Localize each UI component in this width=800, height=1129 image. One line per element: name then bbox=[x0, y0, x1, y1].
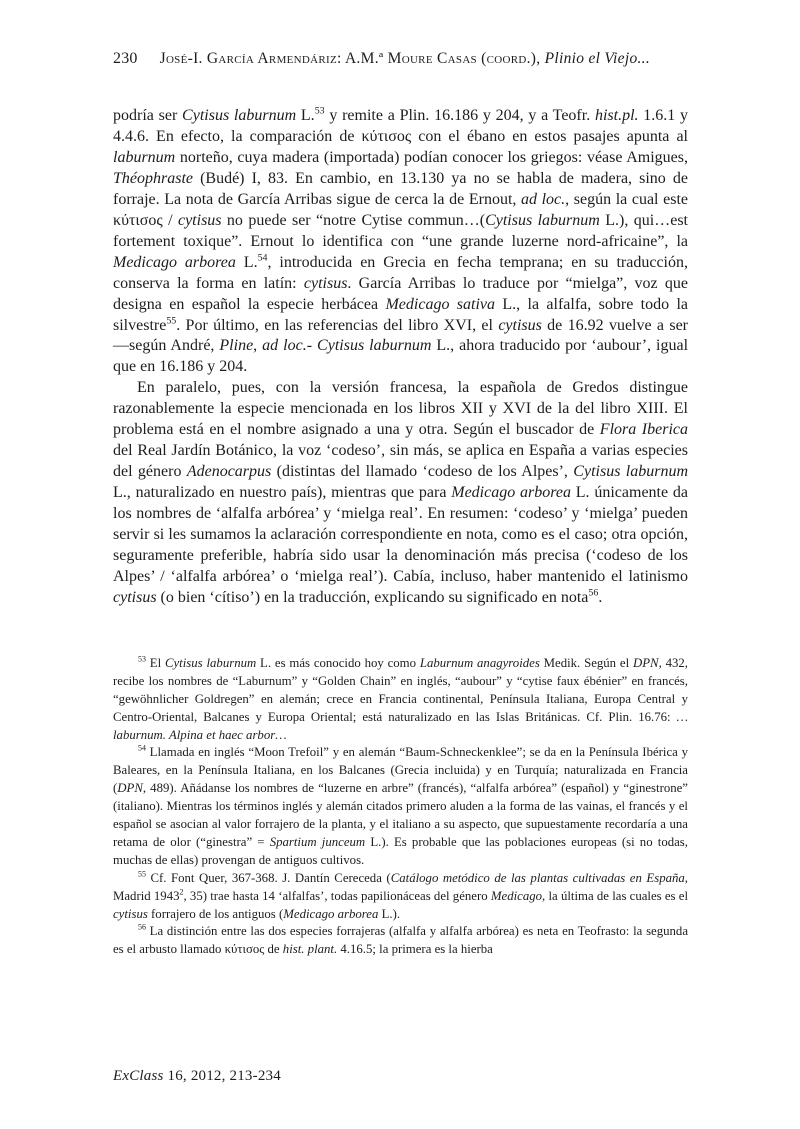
footnote-marker: 55 bbox=[138, 869, 146, 879]
text-run: DPN bbox=[632, 655, 659, 670]
text-run: Catálogo metódico de las plantas cultivadas en España bbox=[390, 870, 685, 885]
text-run: L. únicamente da los nombres de ‘alfalfa arbórea’ y ‘mielga real’. En resumen: ‘codeso’ y ‘mielga’ pueden servir si les sumamos la aclaración correspondiente en nota, como es el caso; otra opción, seguramente preferible, habría sido usar la denominación más precisa (‘codeso de los Alpes’ / ‘alfalfa arbórea’ o ‘mielga real’). Cabía, incluso, haber mantenido el latinismo bbox=[113, 484, 688, 585]
text-run: Pline bbox=[219, 337, 254, 355]
footnote bbox=[113, 870, 688, 924]
footnote-marker: 56 bbox=[588, 587, 599, 599]
text-run: Medicago arborea bbox=[451, 484, 571, 502]
text-run: Cytisus laburnum bbox=[182, 107, 297, 124]
text-run: . García Arribas lo traduce por “mielga”, voz que designa en español la especie herbácea bbox=[113, 274, 689, 313]
footnote-marker: 56 bbox=[138, 923, 146, 933]
text-run: y remite a Plin. 16.186 y 204, y a Teofr. bbox=[324, 107, 595, 124]
text-run: Flora Iberica bbox=[599, 421, 688, 439]
text-run: Cytisus laburnum bbox=[317, 337, 432, 355]
text-run: , Madrid 1943 bbox=[113, 870, 688, 903]
text-run: cytisus bbox=[303, 274, 348, 292]
text-run: Spartium junceum bbox=[269, 834, 366, 849]
footnote-marker: 2 bbox=[179, 887, 184, 897]
text-run: Théophraste bbox=[113, 169, 193, 187]
text-run: Medicago arborea bbox=[283, 906, 379, 921]
text-run: …laburnum. Alpina et haec arbor… bbox=[113, 709, 688, 742]
footnote bbox=[113, 923, 688, 959]
text-run: Medicago bbox=[490, 888, 543, 903]
footnote-marker: 53 bbox=[138, 654, 146, 664]
running-title bbox=[160, 50, 650, 68]
text-run: Cytisus laburnum bbox=[485, 211, 600, 229]
text-run: L. es más conocido hoy como bbox=[256, 655, 420, 670]
footnote bbox=[113, 655, 688, 745]
footnote-marker: 54 bbox=[138, 744, 146, 754]
text-run: , según la cual este κύτισος / bbox=[113, 190, 688, 229]
page-footer bbox=[113, 1068, 688, 1085]
text-run: Cytisus laburnum bbox=[573, 463, 689, 481]
text-run: , la última de las cuales es el bbox=[542, 888, 689, 903]
text-run: DPN bbox=[117, 781, 143, 796]
text-run: , bbox=[253, 337, 263, 355]
text-run: cytisus bbox=[177, 211, 222, 229]
text-run: 4.16.5; la primera es la hierba bbox=[337, 942, 493, 957]
text-run: hist.pl. bbox=[594, 107, 639, 124]
footnote-marker: 55 bbox=[166, 315, 177, 327]
text-run: Medicago arborea bbox=[113, 253, 236, 271]
text-run: L.), qui…est fortement toxique”. Ernout lo identifica con “une grande luzerne nord-africaine”, la bbox=[113, 211, 689, 250]
footnotes-section bbox=[113, 655, 688, 959]
text-run: El bbox=[145, 655, 165, 670]
text-run: , introducida en Grecia en fecha temprana; en su traducción, conserva la forma en latín: bbox=[113, 253, 689, 292]
text-run: ad loc. bbox=[262, 337, 307, 355]
text-run: . Por último, en las referencias del libro XVI, el bbox=[176, 316, 499, 334]
text-run: (distintas del llamado ‘codeso de los Alpes’, bbox=[271, 463, 574, 481]
text-run: (o bien ‘cítiso’) en la traducción, explicando su significado en nota bbox=[156, 588, 589, 606]
text-run: hist. plant. bbox=[282, 942, 338, 957]
footnote-marker: 53 bbox=[314, 105, 325, 117]
text-run: (Budé) I, 83. En cambio, en 13.130 ya no se habla de madera, sino de forraje. La nota de García Arribas sigue de cerca la de Ernout, bbox=[113, 169, 688, 208]
text-run: José-I. García Armendáriz: A.M.ª Moure Casas (coord.), bbox=[159, 50, 545, 67]
text-run: ExClass bbox=[113, 1068, 164, 1084]
text-run: Laburnum anagyroides bbox=[419, 655, 540, 670]
text-run: L., la alfalfa, sobre todo la silvestre bbox=[113, 295, 689, 334]
text-run: laburnum bbox=[113, 148, 176, 166]
footnote bbox=[113, 744, 688, 869]
text-run: Medicago sativa bbox=[385, 295, 496, 313]
text-run: L.). bbox=[378, 906, 401, 921]
text-run: forrajero de los antiguos ( bbox=[147, 906, 284, 921]
text-run: 1.6.1 y 4.4.6. En efecto, la comparación de κύτισος con el ébano en estos pasajes apunta al bbox=[113, 107, 689, 145]
paragraph bbox=[113, 106, 688, 378]
text-run: La distinción entre las dos especies forrajeras (alfalfa y alfalfa arbórea) es neta en Teofrasto: la segunda es el arbusto llamado κύτισος de bbox=[113, 924, 688, 957]
text-run: cytisus bbox=[113, 588, 157, 606]
text-run: no puede ser “notre Cytise commun…( bbox=[221, 211, 486, 229]
text-run: Cytisus laburnum bbox=[164, 655, 257, 670]
paragraph bbox=[113, 378, 688, 608]
text-run: norteño, cuya madera (importada) podían conocer los griegos: véase Amigues, bbox=[175, 148, 688, 166]
text-run: cytisus bbox=[113, 906, 148, 921]
text-run: Llamada en inglés “Moon Trefoil” y en alemán “Baum-Schneckenklee”; se da en la Península Ibérica y Baleares, en la Península Italiana, en los Balcanes (Grecia incluida) y en Turquía; naturalizada en Francia ( bbox=[113, 745, 688, 796]
text-run: 16, 2012, 213-234 bbox=[163, 1068, 281, 1084]
text-run: ad loc. bbox=[521, 190, 566, 208]
text-run: Cf. Font Quer, 367-368. J. Dantín Cereceda ( bbox=[145, 870, 391, 885]
text-run: L.). Es probable que las poblaciones europeas (si no todas, muchas de ellas) provengan de antiguos cultivos. bbox=[113, 834, 688, 867]
text-run: L. bbox=[235, 253, 258, 271]
text-run: L. bbox=[296, 107, 315, 124]
text-run: Medik. Según el bbox=[539, 655, 633, 670]
text-run: En paralelo, pues, con la versión francesa, la española de Gredos distingue razonablemente la especie mencionada en los libros XII y XVI de la del libro XIII. El problema está en el nombre asignado a una y otra. Según el buscador de bbox=[113, 379, 688, 439]
text-run: Adenocarpus bbox=[186, 463, 272, 481]
main-text bbox=[113, 106, 688, 609]
text-run: - bbox=[306, 337, 318, 355]
text-run: , 432, recibe los nombres de “Laburnum” y “Golden Chain” en inglés, “aubour” y “cytise faux ébénier” en francés, “gewöhnlicher Goldregen” en alemán; crece en Francia continental, Península Italiana, Europa Central y Centro-Oriental, Balcanes y Europa Oriental; está naturalizado en las Islas Británicas. Cf. Plin. 16.76: bbox=[113, 655, 688, 724]
text-run: , 489). Añádanse los nombres de “luzerne en arbre” (francés), “alfalfa arbórea” (español) y “ginestrone” (italiano). Mientras los términos inglés y alemán citados primero aluden a la forma de las vainas, el francés y el español se asocian al valor forrajero de la planta, y el italiano a su aspecto, que supuestamente recordaría a una retama de olor (“ginestra” = bbox=[113, 781, 688, 849]
footnote-marker: 54 bbox=[257, 252, 268, 264]
text-run: de 16.92 vuelve a ser —según André, bbox=[113, 316, 689, 355]
text-run: , 35) trae hasta 14 ‘alfalfas’, todas papilionáceas del género bbox=[183, 888, 491, 903]
text-run: podría ser bbox=[113, 107, 183, 124]
text-run: L., ahora traducido por ‘aubour’, igual que en 16.186 y 204. bbox=[113, 337, 689, 376]
text-run: . bbox=[598, 588, 603, 606]
text-run: del Real Jardín Botánico, la voz ‘codeso’, sin más, se aplica en España a varias especies del género bbox=[113, 442, 688, 481]
page-header bbox=[113, 50, 688, 68]
text-run: L., naturalizado en nuestro país), mientras que para bbox=[113, 484, 452, 502]
text-run: cytisus bbox=[498, 316, 542, 334]
page-number: 230 bbox=[113, 50, 138, 67]
text-run: Plinio el Viejo... bbox=[544, 50, 651, 67]
